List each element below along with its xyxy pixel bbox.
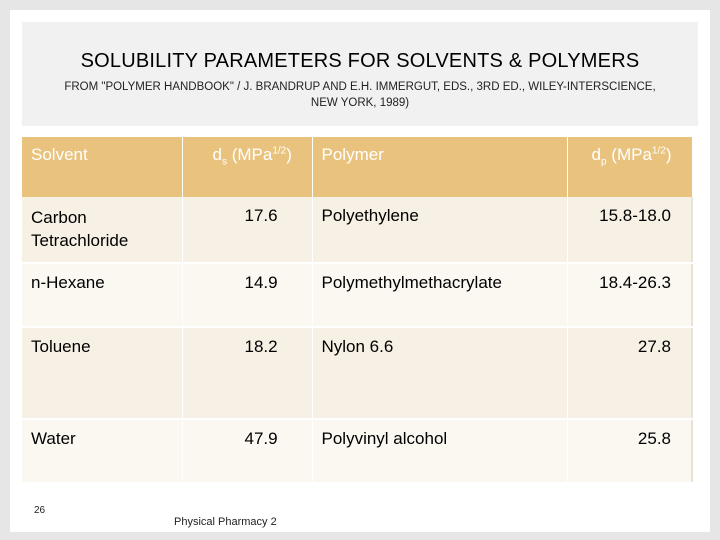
cell-dp: 27.8 <box>567 327 692 419</box>
header-dp: $d_p$ (MPa$^{1/2}$) <box>567 137 692 197</box>
header-ds: $d_s$ (MPa$^{1/2}$) <box>182 137 312 197</box>
cell-polymer: Polyethylene <box>312 197 567 263</box>
cell-dp: 15.8-18.0 <box>567 197 692 263</box>
slide-subtitle: FROM "POLYMER HANDBOOK" / J. BRANDRUP AND E.H. IMMERGUT, EDS., 3RD ED., WILEY-INTERSCIENCE, NEW YORK, 1989) <box>64 81 656 109</box>
cell-solvent: n-Hexane <box>22 263 182 327</box>
table-header-row <box>22 137 692 197</box>
cell-ds: 14.9 <box>182 263 312 327</box>
cell-solvent: Water <box>22 419 182 483</box>
cell-dp: 18.4-26.3 <box>567 263 692 327</box>
header-polymer: Polymer <box>312 137 567 197</box>
cell-solvent: Toluene <box>22 327 182 419</box>
footer-text: Physical Pharmacy 2 <box>174 516 277 528</box>
table-row <box>22 327 692 419</box>
cell-dp: 25.8 <box>567 419 692 483</box>
table-row <box>22 263 692 327</box>
cell-polymer: Polyvinyl alcohol <box>312 419 567 483</box>
table-row <box>22 419 692 483</box>
cell-polymer: Nylon 6.6 <box>312 327 567 419</box>
slide-number: 26 <box>34 505 46 516</box>
slide-title: SOLUBILITY PARAMETERS FOR SOLVENTS & POLYMERS <box>80 50 640 72</box>
cell-solvent: Carbon Tetrachloride <box>22 197 182 263</box>
cell-ds: 47.9 <box>182 419 312 483</box>
header-solvent: Solvent <box>22 137 182 197</box>
table-row <box>22 197 692 263</box>
solubility-table <box>22 137 693 484</box>
cell-polymer: Polymethylmethacrylate <box>312 263 567 327</box>
cell-ds: 18.2 <box>182 327 312 419</box>
cell-ds: 17.6 <box>182 197 312 263</box>
